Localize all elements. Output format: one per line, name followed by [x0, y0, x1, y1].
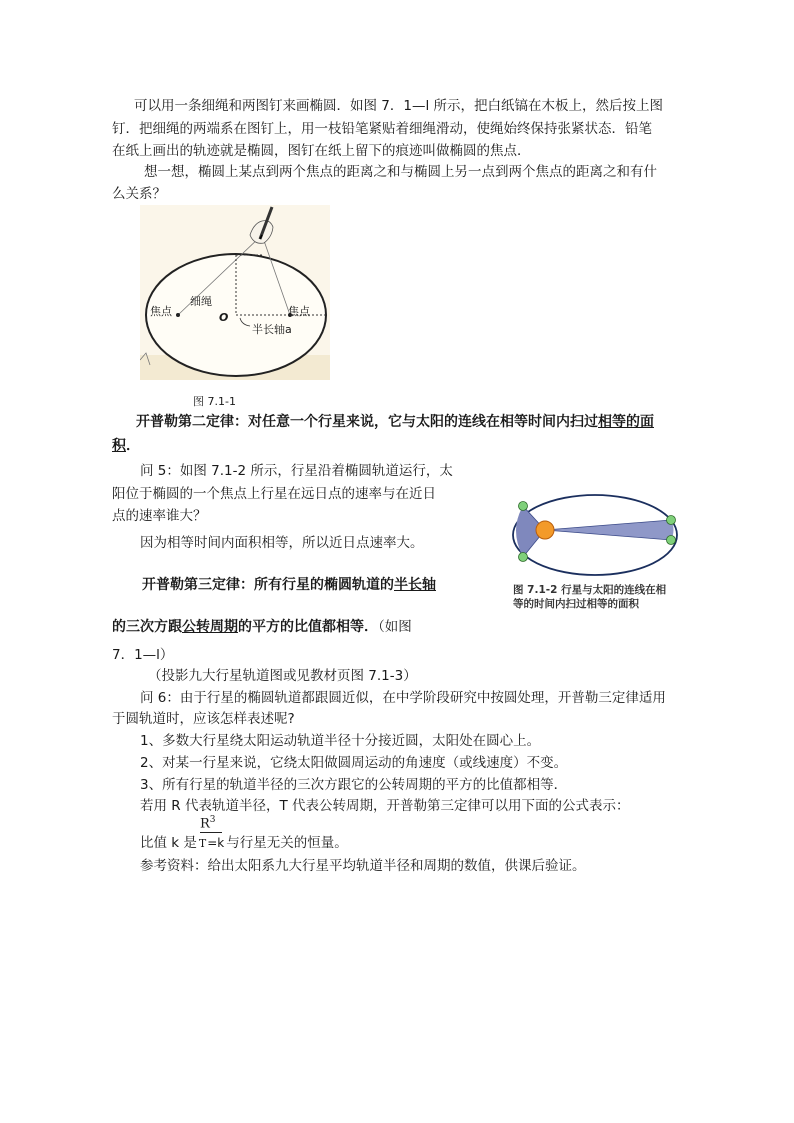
label-focus-left: 焦点 — [150, 305, 172, 318]
law2-text: 开普勒第二定律：对任意一个行星来说，它与太阳的连线在相等时间内扫过 — [136, 414, 598, 430]
formula-numerator — [200, 815, 216, 831]
law3-ref: （如图 — [378, 619, 412, 635]
law2-underlined-2: 积 — [112, 438, 126, 454]
q5-line-3: 点的速率谁大？ — [112, 508, 207, 524]
think-line-2: 么关系？ — [112, 186, 166, 202]
law3-line-1 — [142, 576, 436, 594]
list-item: 3、所有行星的轨道半径的三次方跟它的公转周期的平方的比值都相等． — [140, 777, 568, 793]
figure-2-caption-line-2: 等的时间内扫过相等的面积 — [513, 598, 639, 610]
formula-intro: 若用 R 代表轨道半径，T 代表公转周期，开普勒第三定律可以用下面的公式表示： — [140, 798, 630, 814]
intro-line-3: 在纸上画出的轨迹就是椭圆，图钉在纸上留下的痕迹叫做椭圆的焦点． — [112, 143, 531, 159]
formula-r: R — [200, 816, 210, 832]
q6-line-1: 问 6：由于行星的椭圆轨道都跟圆近似，在中学阶段研究中按圆处理，开普勒三定律适用 — [140, 690, 666, 706]
list-item: 1、多数大行星绕太阳运动轨道半径十分接近圆，太阳处在圆心上。 — [140, 733, 541, 749]
formula-equals-k: =k — [207, 836, 225, 850]
law3-underlined-semi-major: 半长轴 — [394, 577, 436, 593]
projection-note: （投影九大行星轨道图或见教材页图 7.1-3） — [148, 668, 417, 684]
think-line-1: 想一想，椭圆上某点到两个焦点的距离之和与椭圆上另一点到两个焦点的距离之和有什 — [144, 164, 657, 180]
label-string: 细绳 — [190, 295, 212, 308]
law3-text-3: 的平方的比值都相等． — [238, 619, 378, 635]
fraction-bar — [200, 832, 222, 833]
law3-text: 开普勒第三定律：所有行星的椭圆轨道的 — [142, 577, 394, 593]
formula-denominator: T — [198, 837, 207, 850]
orbit-areas-illustration — [505, 490, 685, 580]
ratio-suffix: 与行星无关的恒量。 — [226, 835, 348, 851]
law2-period: ． — [126, 438, 140, 454]
law2-underlined-1: 相等的面 — [598, 414, 654, 430]
q5-line-1: 问 5：如图 7.1-2 所示，行星沿着椭圆轨道运行，太 — [140, 463, 453, 479]
reference-note: 参考资料：给出太阳系九大行星平均轨道半径和周期的数值，供课后验证。 — [140, 858, 586, 874]
law2-line-2 — [112, 437, 140, 455]
ratio-prefix: 比值 k 是 — [140, 835, 197, 851]
intro-line-1: 可以用一条细绳和两图钉来画椭圆．如图 7．1—l 所示，把白纸镐在木板上，然后按上图 — [134, 98, 664, 114]
law3-underlined-period: 公转周期 — [182, 619, 238, 635]
q6-line-2: 于圆轨道时，应该怎样表述呢? — [112, 711, 295, 727]
label-center-o: O — [219, 311, 229, 324]
law3-text-2: 的三次方跟 — [112, 619, 182, 635]
law3-line-3: 7．1—l） — [112, 647, 174, 663]
figure-1-caption: 图 7.1-1 — [193, 395, 236, 408]
q5-line-2: 阳位于椭圆的一个焦点上行星在远日点的速率与在近日 — [112, 486, 436, 502]
list-item: 2、对某一行星来说，它绕太阳做圆周运动的角速度（或线速度）不变。 — [140, 755, 568, 771]
formula-exponent: 3 — [209, 815, 216, 825]
label-focus-right: 焦点 — [288, 305, 310, 318]
figure-2-caption-line-1: 图 7.1-2 行星与太阳的连线在相 — [513, 584, 667, 596]
ratio-line — [140, 834, 348, 853]
label-semi-major-axis: 半长轴a — [252, 323, 292, 336]
figure-orbit-areas — [505, 490, 685, 580]
law2-line-1 — [136, 413, 654, 431]
ellipse-drawing-illustration — [140, 205, 330, 380]
q5-answer: 因为相等时间内面积相等，所以近日点速率大。 — [140, 535, 424, 551]
law3-line-2 — [112, 618, 412, 636]
intro-line-2: 钉．把细绳的两端系在图钉上，用一枝铅笔紧贴着细绳滑动，使绳始终保持张紧状态．铅笔 — [112, 121, 652, 137]
figure-ellipse-drawing — [140, 205, 330, 380]
